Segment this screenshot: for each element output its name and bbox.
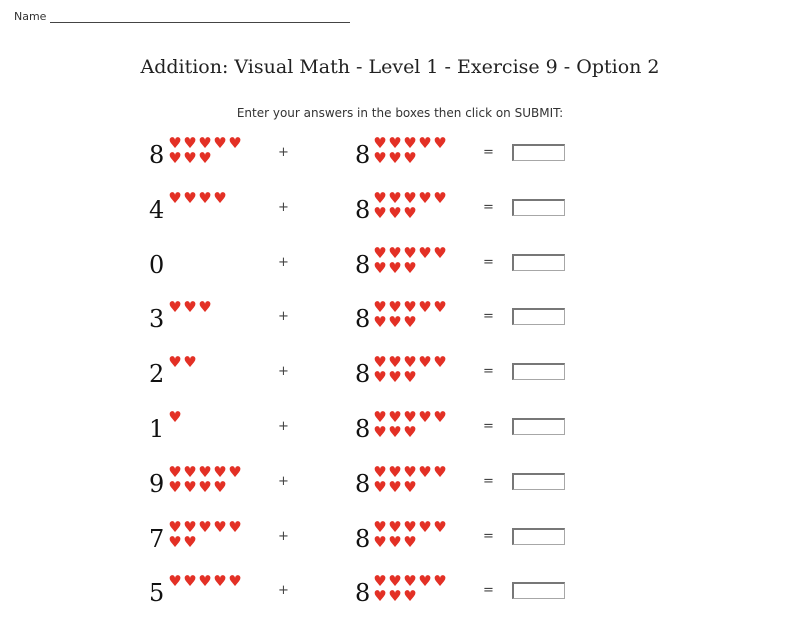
first-addend: 0 [149, 250, 165, 279]
heart-icon: ♥ [433, 517, 446, 536]
answer-input[interactable] [512, 582, 565, 599]
heart-icon: ♥ [183, 462, 196, 481]
heart-icon: ♥ [403, 408, 416, 426]
first-addend-hearts [167, 355, 257, 370]
heart-icon: ♥ [418, 408, 431, 426]
answer-input[interactable] [512, 363, 565, 380]
heart-icon: ♥ [403, 203, 416, 222]
second-addend-hearts [372, 136, 462, 166]
heart-icon: ♥ [418, 134, 431, 152]
problem-row [0, 300, 800, 352]
heart-icon: ♥ [373, 298, 386, 317]
heart-icon: ♥ [373, 313, 386, 332]
first-addend: 5 [149, 579, 165, 608]
heart-icon: ♥ [388, 258, 401, 277]
heart-icon: ♥ [388, 353, 401, 372]
heart-icon: ♥ [168, 477, 181, 496]
heart-icon: ♥ [198, 149, 211, 167]
problem-row [0, 188, 800, 243]
heart-icon: ♥ [418, 462, 431, 481]
problem-row [0, 462, 800, 517]
problem-row [0, 243, 800, 298]
heart-icon: ♥ [403, 353, 416, 372]
heart-icon: ♥ [388, 517, 401, 536]
heart-icon: ♥ [403, 188, 416, 207]
heart-icon: ♥ [403, 532, 416, 551]
heart-icon: ♥ [403, 477, 416, 496]
first-addend: 9 [149, 469, 165, 498]
heart-icon: ♥ [183, 353, 196, 372]
equals-sign: = [483, 583, 494, 599]
heart-icon: ♥ [388, 313, 401, 332]
first-addend: 3 [149, 305, 165, 334]
heart-icon: ♥ [183, 532, 196, 551]
heart-icon: ♥ [388, 423, 401, 441]
heart-icon: ♥ [418, 517, 431, 536]
heart-icon: ♥ [168, 298, 181, 317]
name-line [50, 22, 350, 23]
plus-sign: + [278, 254, 289, 270]
first-addend: 7 [149, 524, 165, 553]
heart-icon: ♥ [183, 517, 196, 536]
answer-input[interactable] [512, 418, 565, 435]
page-title: Addition: Visual Math - Level 1 - Exercise 9 - Option 2 [140, 56, 660, 78]
heart-icon: ♥ [418, 353, 431, 372]
heart-icon: ♥ [168, 353, 181, 372]
heart-icon: ♥ [198, 572, 211, 591]
heart-icon: ♥ [183, 188, 196, 207]
heart-icon: ♥ [183, 149, 196, 167]
equals-sign: = [483, 199, 494, 215]
second-addend: 8 [355, 305, 371, 334]
plus-sign: + [278, 309, 289, 325]
heart-icon: ♥ [373, 134, 386, 152]
heart-icon: ♥ [418, 188, 431, 207]
heart-icon: ♥ [388, 134, 401, 152]
second-addend: 8 [355, 524, 371, 553]
equals-sign: = [483, 528, 494, 544]
heart-icon: ♥ [403, 258, 416, 277]
heart-icon: ♥ [388, 298, 401, 317]
second-addend-hearts [372, 462, 462, 496]
heart-icon: ♥ [373, 258, 386, 277]
heart-icon: ♥ [403, 462, 416, 481]
heart-icon: ♥ [373, 203, 386, 222]
first-addend: 1 [149, 415, 165, 443]
instructions: Enter your answers in the boxes then click on SUBMIT: [236, 106, 564, 120]
heart-icon: ♥ [373, 243, 386, 262]
heart-icon: ♥ [228, 517, 241, 536]
heart-icon: ♥ [373, 353, 386, 372]
heart-icon: ♥ [403, 423, 416, 441]
answer-input[interactable] [512, 528, 565, 545]
heart-icon: ♥ [213, 572, 226, 591]
heart-icon: ♥ [168, 532, 181, 551]
heart-icon: ♥ [373, 477, 386, 496]
heart-icon: ♥ [373, 188, 386, 207]
heart-icon: ♥ [388, 532, 401, 551]
heart-icon: ♥ [373, 149, 386, 167]
plus-sign: + [278, 473, 289, 489]
second-addend: 8 [355, 579, 371, 608]
first-addend: 2 [149, 360, 165, 389]
heart-icon: ♥ [403, 368, 416, 387]
heart-icon: ♥ [168, 188, 181, 207]
heart-icon: ♥ [228, 572, 241, 591]
heart-icon: ♥ [198, 462, 211, 481]
answer-input[interactable] [512, 144, 565, 161]
heart-icon: ♥ [168, 572, 181, 591]
first-addend-hearts [167, 410, 257, 425]
first-addend-hearts [167, 136, 257, 166]
heart-icon: ♥ [373, 368, 386, 387]
problem-row [0, 517, 800, 572]
heart-icon: ♥ [198, 477, 211, 496]
problem-row [0, 136, 800, 188]
second-addend-hearts [372, 300, 462, 330]
equals-sign: = [483, 309, 494, 325]
answer-input[interactable] [512, 473, 565, 490]
heart-icon: ♥ [183, 477, 196, 496]
heart-icon: ♥ [373, 423, 386, 441]
plus-sign: + [278, 583, 289, 599]
plus-sign: + [278, 528, 289, 544]
heart-icon: ♥ [433, 462, 446, 481]
second-addend-hearts [372, 355, 462, 385]
heart-icon: ♥ [433, 572, 446, 591]
second-addend: 8 [355, 250, 371, 279]
heart-icon: ♥ [388, 368, 401, 387]
first-addend-hearts [167, 574, 257, 589]
heart-icon: ♥ [183, 134, 196, 152]
heart-icon: ♥ [388, 149, 401, 167]
problem-row [0, 410, 800, 462]
heart-icon: ♥ [183, 572, 196, 591]
problem-row [0, 574, 800, 626]
second-addend: 8 [355, 195, 371, 224]
heart-icon: ♥ [388, 587, 401, 606]
heart-icon: ♥ [388, 408, 401, 426]
heart-icon: ♥ [403, 243, 416, 262]
heart-icon: ♥ [198, 517, 211, 536]
heart-icon: ♥ [183, 298, 196, 317]
second-addend: 8 [355, 141, 371, 169]
heart-icon: ♥ [403, 517, 416, 536]
heart-icon: ♥ [388, 477, 401, 496]
plus-sign: + [278, 145, 289, 160]
heart-icon: ♥ [373, 517, 386, 536]
heart-icon: ♥ [433, 243, 446, 262]
name-label: Name [14, 10, 47, 23]
answer-input[interactable] [512, 254, 565, 271]
heart-icon: ♥ [388, 462, 401, 481]
heart-icon: ♥ [403, 134, 416, 152]
heart-icon: ♥ [388, 572, 401, 591]
heart-icon: ♥ [373, 572, 386, 591]
second-addend-hearts [372, 243, 462, 277]
equals-sign: = [483, 254, 494, 270]
answer-input[interactable] [512, 199, 565, 216]
equals-sign: = [483, 364, 494, 380]
heart-icon: ♥ [418, 298, 431, 317]
plus-sign: + [278, 199, 289, 215]
heart-icon: ♥ [433, 298, 446, 317]
heart-icon: ♥ [373, 408, 386, 426]
second-addend-hearts [372, 517, 462, 551]
heart-icon: ♥ [403, 572, 416, 591]
heart-icon: ♥ [213, 188, 226, 207]
heart-icon: ♥ [213, 477, 226, 496]
second-addend-hearts [372, 188, 462, 222]
heart-icon: ♥ [433, 134, 446, 152]
first-addend-hearts [167, 300, 257, 315]
heart-icon: ♥ [388, 203, 401, 222]
heart-icon: ♥ [168, 462, 181, 481]
equals-sign: = [483, 145, 494, 160]
heart-icon: ♥ [228, 134, 241, 152]
answer-input[interactable] [512, 308, 565, 325]
heart-icon: ♥ [168, 408, 181, 426]
heart-icon: ♥ [418, 572, 431, 591]
heart-icon: ♥ [433, 188, 446, 207]
heart-icon: ♥ [403, 313, 416, 332]
equals-sign: = [483, 419, 494, 434]
heart-icon: ♥ [213, 134, 226, 152]
heart-icon: ♥ [213, 517, 226, 536]
heart-icon: ♥ [373, 462, 386, 481]
first-addend-hearts [167, 517, 257, 551]
heart-icon: ♥ [403, 298, 416, 317]
second-addend: 8 [355, 415, 371, 443]
heart-icon: ♥ [168, 149, 181, 167]
heart-icon: ♥ [388, 243, 401, 262]
equals-sign: = [483, 473, 494, 489]
heart-icon: ♥ [388, 188, 401, 207]
heart-icon: ♥ [418, 243, 431, 262]
first-addend: 8 [149, 141, 165, 169]
first-addend-hearts [167, 188, 257, 207]
second-addend-hearts [372, 410, 462, 440]
heart-icon: ♥ [198, 298, 211, 317]
second-addend: 8 [355, 360, 371, 389]
heart-icon: ♥ [433, 408, 446, 426]
first-addend: 4 [149, 195, 165, 224]
heart-icon: ♥ [373, 587, 386, 606]
heart-icon: ♥ [168, 517, 181, 536]
problem-row [0, 355, 800, 407]
heart-icon: ♥ [433, 353, 446, 372]
heart-icon: ♥ [228, 462, 241, 481]
first-addend-hearts [167, 462, 257, 496]
heart-icon: ♥ [198, 134, 211, 152]
second-addend: 8 [355, 469, 371, 498]
heart-icon: ♥ [213, 462, 226, 481]
plus-sign: + [278, 364, 289, 380]
heart-icon: ♥ [168, 134, 181, 152]
heart-icon: ♥ [403, 149, 416, 167]
heart-icon: ♥ [373, 532, 386, 551]
plus-sign: + [278, 419, 289, 434]
heart-icon: ♥ [403, 587, 416, 606]
heart-icon: ♥ [198, 188, 211, 207]
